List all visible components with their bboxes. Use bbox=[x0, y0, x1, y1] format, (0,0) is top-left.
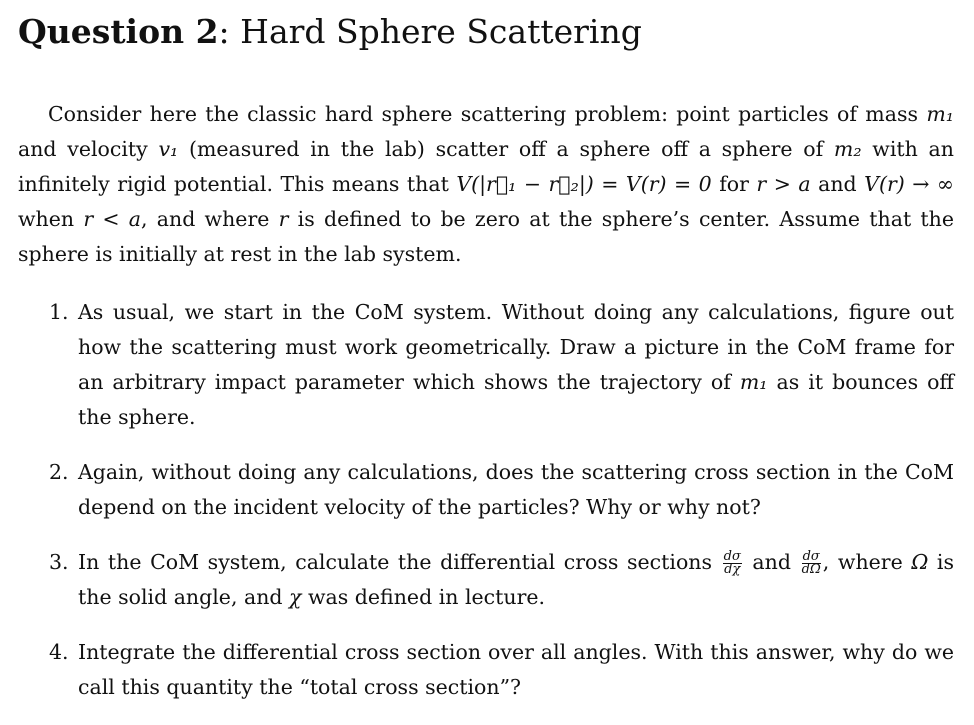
math-potential-equation: V(|r⃗₁ − r⃗₂|) = V(r) = 0 bbox=[456, 172, 712, 196]
question-list bbox=[18, 295, 954, 705]
math-chi: χ bbox=[289, 585, 302, 609]
intro-text: with an infinitely rigid potential. This means that bbox=[18, 137, 954, 196]
item-text: Integrate the differential cross section over all angles. With this answer, why do we call this quantity the “total cross section”? bbox=[78, 640, 954, 699]
item-number: 3. bbox=[49, 550, 69, 574]
item-number: 1. bbox=[49, 300, 69, 324]
math-r-greater-a: r > a bbox=[756, 172, 811, 196]
intro-text: Consider here the classic hard sphere scattering problem: point particles of mass bbox=[48, 102, 927, 126]
list-item-4 bbox=[18, 635, 954, 705]
list-item-1 bbox=[18, 295, 954, 435]
item-text: As usual, we start in the CoM system. Without doing any calculations, figure out how the scattering must work geometrically. Draw a picture in the CoM frame for an arbitrary impact parameter which shows the trajectory of bbox=[78, 300, 954, 394]
question-heading bbox=[18, 10, 954, 54]
intro-text: and velocity bbox=[18, 137, 159, 161]
item-text: was defined in lecture. bbox=[301, 585, 546, 609]
question-title: Hard Sphere Scattering bbox=[240, 12, 642, 51]
math-r-less-a: r < a bbox=[83, 207, 142, 231]
intro-text: (measured in the lab) scatter off a sphere off a sphere of bbox=[178, 137, 834, 161]
item-text: In the CoM system, calculate the differential cross sections bbox=[78, 550, 721, 574]
fraction-numerator: dσ bbox=[723, 549, 741, 564]
intro-paragraph bbox=[18, 97, 954, 272]
heading-separator: : bbox=[218, 12, 230, 51]
item-text: , where bbox=[822, 550, 912, 574]
fraction-dsigma-domega bbox=[802, 551, 821, 576]
item-number: 2. bbox=[49, 460, 69, 484]
intro-text: for bbox=[711, 172, 757, 196]
item-number: 4. bbox=[49, 640, 69, 664]
intro-text: , and where bbox=[141, 207, 279, 231]
intro-text: and bbox=[810, 172, 865, 196]
fraction-denominator: dχ bbox=[724, 562, 741, 577]
document-page bbox=[18, 10, 954, 725]
question-label: Question 2 bbox=[18, 12, 219, 51]
list-item-3 bbox=[18, 545, 954, 615]
item-text: is the solid angle, and bbox=[78, 550, 954, 609]
item-text: as it bounces off the sphere. bbox=[78, 370, 954, 429]
intro-text: is defined to be zero at the sphere’s center. Assume that the sphere is initially at rest in the lab system. bbox=[18, 207, 955, 266]
math-v1: v₁ bbox=[158, 137, 179, 161]
fraction-numerator: dσ bbox=[802, 549, 820, 564]
math-m1: m₁ bbox=[926, 102, 954, 126]
fraction-dsigma-dchi bbox=[723, 551, 742, 576]
math-m1: m₁ bbox=[739, 370, 768, 394]
math-m2: m₂ bbox=[833, 137, 862, 161]
list-item-2 bbox=[18, 455, 954, 525]
math-potential-infinite: V(r) → ∞ bbox=[864, 172, 954, 196]
math-omega: Ω bbox=[911, 550, 929, 574]
item-text: and bbox=[743, 550, 800, 574]
math-r: r bbox=[278, 207, 289, 231]
item-text: Again, without doing any calculations, does the scattering cross section in the CoM depend on the incident velocity of the particles? Why or why not? bbox=[78, 460, 954, 519]
fraction-denominator: dΩ bbox=[801, 562, 821, 577]
intro-text: when bbox=[18, 207, 84, 231]
